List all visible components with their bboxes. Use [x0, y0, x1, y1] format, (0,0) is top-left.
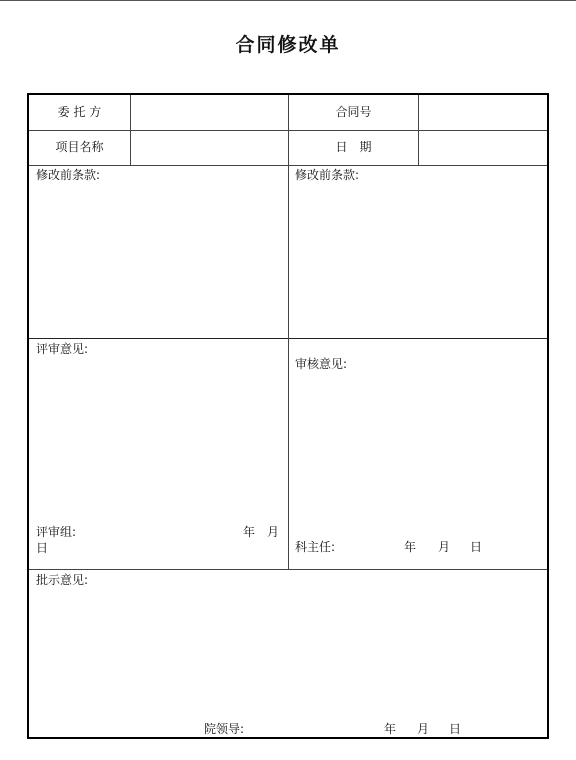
form-title: 合同修改单: [235, 34, 341, 56]
audit-opinion-area[interactable]: [289, 375, 547, 525]
contract-no-label: 合同号: [335, 105, 372, 119]
terms-after-label: 修改前条款:: [295, 168, 360, 182]
date-field[interactable]: [419, 131, 547, 165]
date-label: 日 期: [335, 140, 372, 154]
client-label: 委 托 方: [57, 105, 102, 119]
terms-before-label: 修改前条款:: [36, 168, 101, 182]
review-opinion-label: 评审意见:: [36, 342, 89, 356]
approval-opinion-label: 批示意见:: [36, 573, 89, 587]
review-group-label: 评审组:: [36, 525, 77, 539]
review-date-day: 日: [36, 541, 49, 555]
audit-date-month: 月: [438, 540, 451, 554]
audit-date-day: 日: [470, 540, 483, 554]
terms-after-area[interactable]: [289, 185, 547, 337]
approval-date-day: 日: [449, 722, 462, 736]
terms-before-area[interactable]: [29, 185, 288, 337]
approval-date-month: 月: [417, 722, 430, 736]
audit-opinion-label: 审核意见:: [295, 357, 348, 371]
form-table: [27, 93, 549, 739]
director-label: 科主任:: [295, 540, 336, 554]
audit-date-year: 年: [404, 540, 417, 554]
leader-label: 院领导:: [204, 722, 245, 736]
contract-no-field[interactable]: [419, 95, 547, 130]
top-rule: [0, 0, 576, 1]
review-opinion-area[interactable]: [29, 359, 288, 519]
approval-opinion-area[interactable]: [29, 591, 547, 711]
review-date-year-month: 年 月: [243, 525, 280, 539]
client-field[interactable]: [131, 95, 288, 130]
project-name-field[interactable]: [131, 131, 288, 165]
project-name-label: 项目名称: [55, 140, 104, 154]
approval-date-year: 年: [384, 722, 397, 736]
